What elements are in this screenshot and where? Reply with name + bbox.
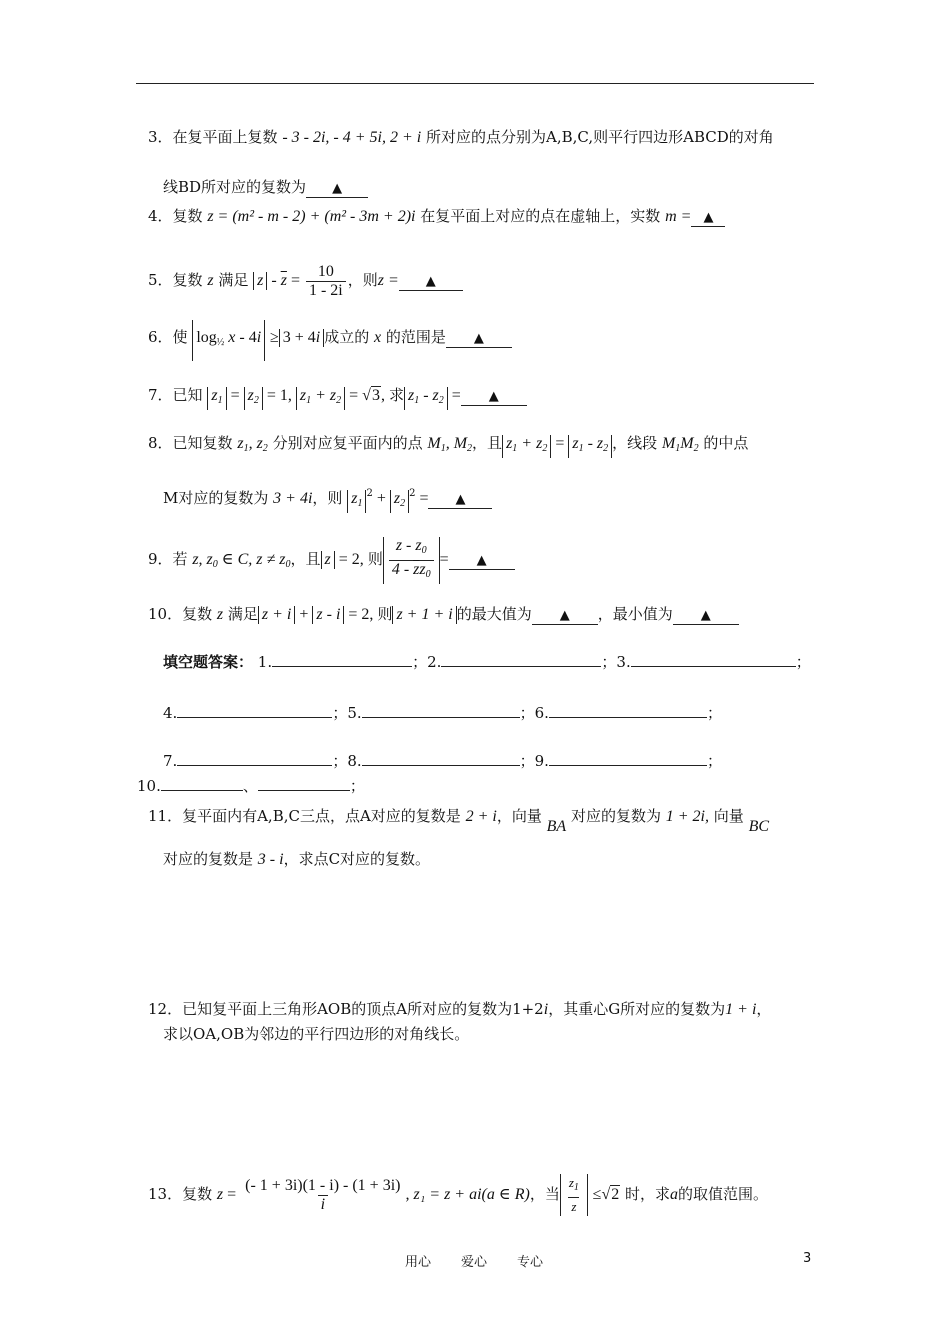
q8-text: 8．已知复数	[148, 434, 233, 452]
question-4	[148, 206, 725, 227]
q13-text-2: ，当	[529, 1185, 560, 1203]
q4-text: 4．复数	[148, 207, 203, 225]
question-5: 5．复数 z 满足 z - $\overline{z}$ = $\frac{10}{1 - 2i}$ ，则z = ▲	[148, 255, 463, 306]
q13-z1: , z₁ = z + ai(a ∈ R)	[405, 1186, 530, 1203]
q9-text: 9．若	[148, 550, 188, 568]
q11-bc-value: 3 - i	[257, 851, 284, 868]
q13-abs-fraction: $\frac{z_1}{z}$	[560, 1174, 588, 1216]
answers-title: 填空题答案：	[163, 653, 254, 671]
answers-row-1	[163, 652, 811, 672]
q5-z: z	[207, 272, 214, 289]
q10-text: 10．复数	[148, 605, 213, 623]
answer-blank[interactable]	[449, 551, 515, 570]
q4-text-2: 在复平面上对应的点在虚轴上，实数	[420, 207, 661, 225]
q5-text-2: 满足	[218, 271, 249, 289]
q4-variable: m =	[665, 208, 692, 225]
q11-ba: BA	[546, 818, 567, 835]
q13-text-3: 时，求	[625, 1185, 671, 1203]
answer-label: 、	[242, 777, 258, 795]
answer-blank[interactable]	[691, 208, 725, 227]
q6-abs-log: $\log_{\frac{1}{2}} x - 4i$	[192, 320, 265, 361]
q3-text-2: 所对应的点分别为A,B,C,则平行四边形ABCD的对角	[426, 128, 774, 146]
answer-blank-7[interactable]	[177, 765, 332, 766]
q11-text-4: 向量	[713, 807, 744, 825]
q6-abs-34i: 3 + 4i	[279, 329, 324, 347]
triangle-mark: ▲	[559, 608, 570, 623]
answer-label: 7.	[163, 752, 178, 770]
abs-z1: $z_1$	[207, 387, 226, 410]
answer-blank-2[interactable]	[441, 666, 601, 667]
footer-item: 用心	[405, 1255, 432, 1270]
answer-blank[interactable]	[428, 490, 492, 509]
abs-z2: $z_2$	[244, 387, 263, 410]
q5-den: 1 - 2i	[306, 281, 346, 300]
q11-text-2: ，向量	[496, 807, 542, 825]
footer-item: 爱心	[461, 1255, 488, 1270]
q8-text-7: ，则	[312, 489, 343, 507]
q8-text-2: 分别对应复平面内的点	[272, 434, 423, 452]
answer-blank-6[interactable]	[549, 717, 707, 718]
answer-label: ；	[706, 752, 722, 770]
q11-text-5: 对应的复数是	[163, 850, 254, 868]
q10-text-5: ，最小值为	[597, 605, 673, 623]
q4-expression: z = (m² - m - 2) + (m² - 3m + 2)i	[207, 208, 416, 225]
triangle-mark: ▲	[488, 389, 499, 404]
q12-text-3: ，	[756, 1000, 772, 1018]
answer-blank[interactable]	[461, 387, 527, 406]
q11-a: 2 + i	[465, 808, 497, 825]
answer-label: ；	[349, 777, 365, 795]
conj-z: $\overline{z}$	[280, 272, 287, 289]
triangle-mark: ▲	[703, 210, 714, 225]
question-11-line2	[163, 849, 430, 870]
q12-text-4: 求以OA,OB为邻边的平行四边形的对角线长。	[163, 1025, 470, 1043]
answer-label: ；9.	[519, 752, 549, 770]
page-number: 3	[803, 1251, 812, 1266]
q3-text-3: 线BD所对应的复数为	[163, 178, 307, 196]
answers-row-3	[163, 751, 722, 771]
triangle-mark: ▲	[332, 181, 343, 196]
q11-text-3: 对应的复数为	[570, 807, 661, 825]
answer-label: ；8.	[332, 752, 362, 770]
question-3-line2	[163, 177, 368, 198]
question-10: 10．复数 z 满足 z + i + z - i = 2, 则 z + 1 + i 的最大值为 ▲ ，最小值为 ▲	[148, 604, 739, 625]
answer-blank-8[interactable]	[362, 765, 520, 766]
triangle-mark: ▲	[700, 608, 711, 623]
q5-text-3: ，则	[347, 271, 378, 289]
abs-z1-minus-z2: $z_1 - z_2$	[404, 387, 448, 410]
q6-text-3: 的范围是	[385, 328, 446, 346]
abs-z1-plus-z2: $z_1 + z_2$	[502, 435, 551, 458]
question-9: 9．若 z, $z_0$ ∈ C, $z \ne z_0$，且 z = 2, 则 $\frac{z - z_0}{4 - \overline{z}z_0}$ = ▲	[148, 532, 515, 592]
triangle-mark: ▲	[473, 331, 484, 346]
q13-text-4: 的取值范围。	[678, 1185, 769, 1203]
abs-z1-minus-z2: $z_1 - z_2$	[568, 435, 612, 458]
answer-label: ；	[706, 704, 722, 722]
q11-ba-value: 1 + 2i,	[665, 808, 709, 825]
q10-text-4: 的最大值为	[456, 605, 532, 623]
q13-fraction	[242, 1177, 403, 1214]
q6-text-2: 成立的	[324, 328, 370, 346]
q10-text-3: 则	[377, 605, 393, 623]
q6-text: 6．使	[148, 328, 188, 346]
answers-row-4	[137, 776, 365, 796]
q8-text-4: ，线段	[612, 434, 658, 452]
answer-blank-min[interactable]	[673, 606, 739, 625]
q8-value: 3 + 4i	[273, 490, 313, 507]
question-3-line1	[148, 127, 774, 148]
answers-row-2	[163, 703, 722, 723]
q13-den: i	[318, 1195, 328, 1214]
q12-text-2: ，其重心G所对应的复数为	[548, 1000, 726, 1018]
answer-blank-9[interactable]	[549, 765, 707, 766]
triangle-mark: ▲	[455, 492, 466, 507]
q12-g: 1 + i	[725, 1001, 757, 1018]
q5-num: 10	[317, 262, 334, 280]
q13-a: a	[670, 1186, 679, 1203]
answer-label: ；2.	[412, 653, 442, 671]
q8-text-3: 且	[487, 434, 503, 452]
question-13: 13．复数 z = $\frac{(- 1 + 3i)(1 - i) - (1 + 3i)}{i}$ , z₁ = z + ai(a ∈ R)，当 $\frac{z_1}{z}$ ≤√2 时，求a的取值范围。	[148, 1175, 769, 1214]
q9-abs-fraction: $\frac{z - z_0}{4 - \overline{z}z_0}$	[383, 537, 440, 584]
answer-label: ；	[795, 653, 811, 671]
q11-text: 11．复平面内有A,B,C三点，点A对应的复数是	[148, 807, 461, 825]
q8-text-6: M对应的复数为	[163, 489, 269, 507]
q11-text-6: ，求点C对应的复数。	[283, 850, 431, 868]
answer-blank[interactable]	[399, 272, 463, 291]
q10-text-2: 满足	[227, 605, 258, 623]
q7-text-2: 求	[388, 386, 404, 404]
answer-label: ；5.	[332, 704, 362, 722]
answer-blank-max[interactable]	[532, 606, 598, 625]
answer-blank-3[interactable]	[631, 666, 796, 667]
q11-bc: BC	[748, 818, 770, 835]
question-12-line2	[163, 1024, 469, 1044]
answer-blank[interactable]	[306, 179, 368, 198]
abs-z1-plus-z2: $z_1 + z_2$	[296, 387, 345, 410]
question-12-line1	[148, 999, 771, 1020]
abs-z: z	[253, 272, 267, 290]
answer-blank-10b[interactable]	[258, 790, 350, 791]
answer-label: 1.	[257, 653, 273, 671]
question-11-line1	[148, 806, 769, 837]
triangle-mark: ▲	[425, 274, 436, 289]
header-rule	[136, 83, 814, 84]
answer-blank-10a[interactable]	[161, 790, 243, 791]
q7-text: 7．已知	[148, 386, 203, 404]
footer	[405, 1251, 573, 1270]
question-8-line2: M对应的复数为 3 + 4i，则 $z_1^2 + z_2^2$ = ▲	[163, 484, 492, 513]
answer-blank-4[interactable]	[177, 717, 332, 718]
q8-text-5: 的中点	[703, 434, 749, 452]
footer-item: 专心	[517, 1255, 544, 1270]
q3-text: 3．在复平面上复数	[148, 128, 278, 146]
q13-text: 13．复数	[148, 1185, 213, 1203]
answer-label: ；6.	[519, 704, 549, 722]
triangle-mark: ▲	[476, 553, 487, 568]
answer-blank[interactable]	[446, 329, 512, 348]
q5-fraction	[306, 263, 346, 300]
q3-numbers: - 3 - 2i, - 4 + 5i, 2 + i	[282, 129, 422, 146]
question-8-line1: 8．已知复数 $z_1$, $z_2$ 分别对应复平面内的点 $M_1$, $M_2$，且 $z_1 + z_2 = z_1 - z_2$ ，线段 $M_1M_2$ 的中点	[148, 433, 748, 459]
answer-blank-1[interactable]	[272, 666, 412, 667]
question-7: 7．已知 $z_1 = z_2 = 1$, $z_1 + z_2 = √3$, 求 $z_1 - z_2$ = ▲	[148, 385, 527, 410]
answer-label: 4.	[163, 704, 178, 722]
answer-blank-5[interactable]	[362, 717, 520, 718]
q9-text-2: 则	[367, 550, 383, 568]
answer-label: 10.	[137, 777, 161, 795]
q13-le: ≤	[592, 1186, 602, 1203]
q5-text: 5．复数	[148, 271, 203, 289]
q12-text: 12．已知复平面上三角形AOB的顶点A所对应的复数为1+2	[148, 1000, 544, 1018]
question-6: 6．使 $\log_{\frac{1}{2}} x - 4i \ge 3 + 4i$ 成立的 x 的范围是 ▲	[148, 320, 512, 361]
q12-i: i	[543, 1001, 549, 1018]
q5-answer-var: z =	[377, 272, 399, 289]
answer-label: ；3.	[601, 653, 631, 671]
q13-num: (- 1 + 3i)(1 - i) - (1 + 3i)	[245, 1176, 401, 1194]
q6-x: x	[374, 329, 382, 346]
